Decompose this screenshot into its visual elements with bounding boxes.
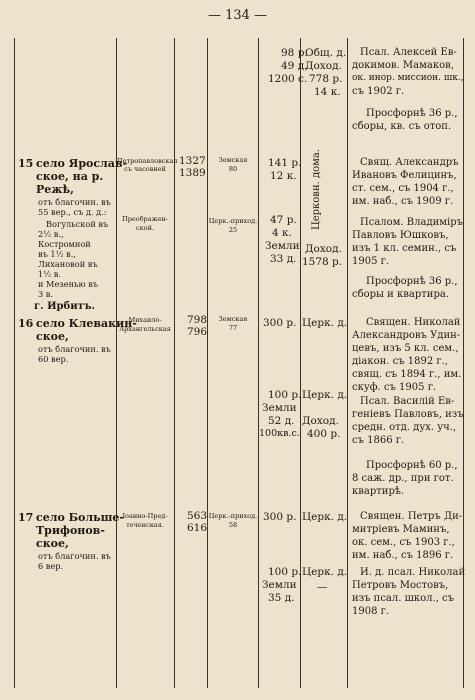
clergy-line: им. наб., съ 1896 г. (352, 550, 454, 561)
church-line: Iоанно-Пред- (122, 512, 168, 520)
school-line: 25 (228, 226, 238, 234)
clergy-line: ок. сем., съ 1903 г., (352, 537, 455, 548)
funds-line: 49 д. (281, 60, 308, 72)
funds-line: 100кв.с. (259, 428, 300, 439)
clergy-line: съ 1902 г. (352, 86, 405, 97)
column-rule (174, 38, 175, 688)
column-rule (14, 38, 15, 688)
funds-line: 98 р. (281, 47, 308, 59)
church-line: Петропавловская (117, 157, 178, 165)
clergy-line: изъ псал. школ., съ (352, 593, 455, 604)
funds-line: 141 р. (268, 157, 302, 169)
school-line: Земская (218, 315, 248, 323)
clergy-line: Просфорнѣ 36 р., (366, 108, 458, 119)
column-rule (300, 38, 301, 688)
funds-line: 33 д. (270, 253, 297, 265)
vertical-income-label: Церковн. дома. (311, 148, 322, 230)
clergy-line: И. д. псал. Николай (360, 567, 466, 578)
funds-line: Земли (262, 579, 297, 591)
settlement-name: Режѣ, (36, 183, 74, 196)
village-line: Костромной (38, 239, 91, 249)
settlement-name: Трифонов- (36, 524, 105, 537)
clergy-line: средн. отд. дух. уч., (352, 422, 457, 433)
school-line: 58 (228, 521, 238, 529)
clergy-line: Псал. Василiй Ев- (360, 396, 455, 407)
income-line: 14 к. (314, 86, 341, 98)
distance-line: 6 вер. (38, 561, 64, 571)
clergy-line: свящ. съ 1894 г., им. (352, 369, 462, 380)
clergy-line: дiакон. съ 1892 г., (352, 356, 448, 367)
clergy-line: Псалом. Владимiръ (360, 217, 464, 228)
income-line: Церк. д. (302, 389, 348, 401)
clergy-line: Священ. Николай (366, 317, 461, 328)
settlement-name: село Ярослав- (36, 157, 128, 170)
clergy-line: докимов. Мамаков, (352, 60, 454, 71)
church-line: теченская. (126, 521, 164, 529)
funds-line: 300 р. (263, 511, 297, 523)
income-line: Доход. (305, 60, 342, 72)
funds-line: 35 д. (268, 592, 295, 604)
entry-number: 15 (18, 157, 34, 170)
clergy-line: съ 1866 г. (352, 435, 405, 446)
clergy-line: Петровъ Мостовъ, (352, 580, 449, 591)
income-line: Церк. д. (302, 511, 348, 523)
clergy-line: Павловъ Юшковъ, (352, 230, 449, 241)
clergy-line: цевъ, изъ 5 кл. сем., (352, 343, 459, 354)
clergy-line: ст. сем., съ 1904 г., (352, 183, 454, 194)
settlement-name: ское, (36, 537, 69, 550)
funds-line: Земли (265, 240, 300, 252)
village-line: Лихановой въ (38, 259, 98, 269)
distance-line: 55 вер., съ д. д.: (38, 207, 107, 217)
clergy-line: Свящ. Александръ (360, 157, 459, 168)
income-line: — (317, 581, 328, 593)
school-line: Земская (218, 156, 248, 164)
clergy-line: Священ. Петръ Ди- (360, 511, 463, 522)
school-line: 80 (228, 165, 238, 173)
clergy-line: 8 саж. др., при гот. (352, 473, 454, 484)
funds-line: 12 к. (270, 170, 297, 182)
funds-line: 100 р. (268, 566, 302, 578)
school-line: 77 (228, 324, 238, 332)
section-heading: г. Ирбитъ. (34, 301, 95, 312)
parishioners-count: 798 (187, 314, 208, 326)
clergy-line: Ивановъ Фелицинъ, (352, 170, 457, 181)
column-rule (347, 38, 348, 688)
clergy-line: 1905 г. (352, 256, 390, 267)
funds-line: 1200 с. (268, 73, 308, 85)
income-line: 778 р. (309, 73, 343, 85)
funds-line: 52 д. (268, 415, 295, 427)
clergy-line: сборы, кв. съ отоп. (352, 121, 452, 132)
clergy-line: скуф. съ 1905 г. (352, 382, 437, 393)
column-rule (207, 38, 208, 688)
parishioners-count: 1389 (179, 167, 206, 179)
income-line: Доход. (302, 415, 339, 427)
column-rule (116, 38, 117, 688)
clergy-line: ок. инор. миссион. шк., (352, 73, 464, 83)
village-line: и Мезенью въ (38, 279, 99, 289)
funds-line: 300 р. (263, 317, 297, 329)
column-rule (463, 38, 464, 688)
parishioners-count: 616 (187, 522, 208, 534)
clergy-line: 1908 г. (352, 606, 390, 617)
distance-line: отъ благочин. въ (38, 344, 111, 354)
income-line: Церк. д. (302, 317, 348, 329)
clergy-line: генiевъ Павловъ, изъ (352, 409, 464, 420)
entry-number: 17 (18, 511, 34, 524)
church-line: Михаило- (128, 316, 162, 324)
church-line: ской. (135, 224, 154, 232)
school-line: Церк.-приход. (208, 512, 258, 520)
clergy-line: Просфорнѣ 36 р., (366, 276, 458, 287)
page-number: — 134 — (207, 8, 268, 23)
village-line: Вогульской въ (46, 219, 109, 229)
clergy-line: митрiевъ Маминъ, (352, 524, 450, 535)
clergy-line: им. наб., съ 1909 г. (352, 196, 454, 207)
income-line: 400 р. (307, 428, 341, 440)
clergy-line: Просфорнѣ 60 р., (366, 460, 458, 471)
village-line: 3 в. (38, 289, 54, 299)
funds-line: 4 к. (272, 227, 292, 239)
settlement-name: село Больше- (36, 511, 124, 524)
clergy-line: изъ 1 кл. семин., съ (352, 243, 457, 254)
distance-line: отъ благочин. въ (38, 197, 111, 207)
funds-line: 47 р. (270, 214, 297, 226)
school-line: Церк.-приход. (208, 217, 258, 225)
income-line: Церк. д. (302, 566, 348, 578)
village-line: въ 1½ в., (38, 249, 76, 259)
parishioners-count: 563 (187, 510, 208, 522)
settlement-name: ское, на р. (36, 170, 104, 183)
church-line: Преображен- (122, 215, 168, 223)
settlement-name: ское, (36, 330, 69, 343)
village-line: 2½ в., (38, 229, 64, 239)
clergy-line: квартирѣ. (352, 486, 405, 497)
clergy-line: Александровъ Удин- (352, 330, 461, 341)
funds-line: 100 р. (268, 389, 302, 401)
village-line: 1½ в. (38, 269, 61, 279)
income-line: Доход. (305, 243, 342, 255)
column-rule (258, 38, 259, 688)
distance-line: отъ благочин. въ (38, 551, 111, 561)
entry-number: 16 (18, 317, 34, 330)
income-line: Общ. д. (305, 47, 347, 59)
parishioners-count: 796 (187, 326, 208, 338)
settlement-name: село Клевакин- (36, 317, 137, 330)
parishioners-count: 1327 (179, 155, 206, 167)
distance-line: 60 вер. (38, 354, 69, 364)
funds-line: Земли (262, 402, 297, 414)
clergy-line: сборы и квартира. (352, 289, 450, 300)
income-line: 1578 р. (302, 256, 343, 268)
clergy-line: Псал. Алексей Ев- (360, 47, 457, 58)
church-line: Архангельская (119, 325, 171, 333)
church-line: съ часовней (124, 165, 166, 173)
